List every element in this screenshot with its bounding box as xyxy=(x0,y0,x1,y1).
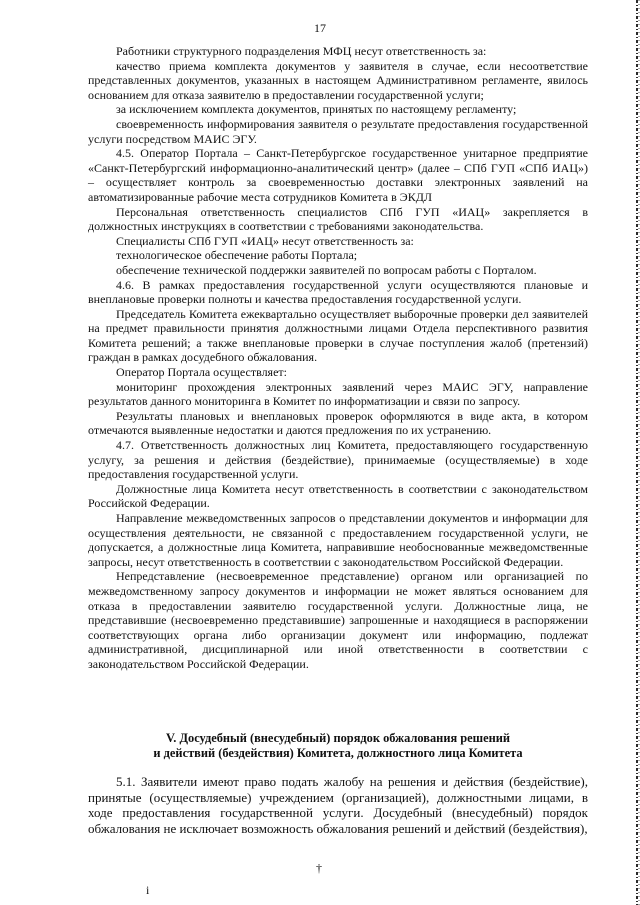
paragraph: Председатель Комитета ежеквартально осуществляет выборочные проверки дел заявителей на предмет правильности принятия должностными лицами Отдела перспективного развития Комитета решений; а также внеплановые проверки в случае поступления жалоб (претензий) граждан в рамках досудебного обжалования. xyxy=(88,306,588,365)
paragraph: Должностные лица Комитета несут ответственность в соответствии с законодательством Российской Федерации. xyxy=(88,481,588,511)
paragraph: обеспечение технической поддержки заявителей по вопросам работы с Порталом. xyxy=(116,262,537,277)
scan-edge-border xyxy=(630,0,640,905)
section-heading-line: и действий (бездействия) Комитета, должностного лица Комитета xyxy=(153,746,523,760)
corner-mark: i xyxy=(146,883,150,897)
paragraph: Направление межведомственных запросов о представлении документов и информации для осуществления деятельности, не связанной с предоставлением государственной услуги, не допускается, а должностные лица Комитета, направившие необоснованные межведомственные запросы, несут ответственность в соответствии с законодательством Российской Федерации. xyxy=(88,511,588,569)
paragraph: Работники структурного подразделения МФЦ несут ответственность за: xyxy=(116,44,487,58)
section-text xyxy=(88,774,588,836)
paragraph: за исключением комплекта документов, принятых по настоящему регламенту; xyxy=(116,102,517,117)
paragraph: качество приема комплекта документов у заявителя в случае, если несоответствие представленных документов, указанных в настоящем Административном регламенте, явилось основанием для отказа заявителю в предоставлении государственной услуги; xyxy=(88,58,588,102)
paragraph: мониторинг прохождения электронных заявлений через МАИС ЭГУ, направление результатов данного мониторинга в Комитет по информатизации и связи по запросу. xyxy=(88,379,588,409)
paragraph: Оператор Портала осуществляет: xyxy=(116,365,287,380)
paragraph: 4.7. Ответственность должностных лиц Комитета, предоставляющего государственную услугу, за решения и действия (бездействие), принимаемые (осуществляемые) в ходе предоставления государственной услуги. xyxy=(88,438,588,482)
section-heading-line: V. Досудебный (внесудебный) порядок обжалования решений xyxy=(165,731,511,745)
paragraph: Результаты плановых и внеплановых проверок оформляются в виде акта, в котором отмечаются выявленные недостатки и даются предложения по их устранению. xyxy=(88,408,588,438)
paragraph: 4.6. В рамках предоставления государственной услуги осуществляются плановые и внеплановые проверки полноты и качества предоставления государственной услуги. xyxy=(88,277,588,307)
section-heading xyxy=(88,731,588,761)
paragraph: своевременность информирования заявителя о результате предоставления государственной услуги посредством МАИС ЭГУ. xyxy=(88,116,588,146)
page-number: 17 xyxy=(314,21,326,35)
paragraph: Персональная ответственность специалистов СПб ГУП «ИАЦ» закрепляется в должностных инструкциях в соответствии с требованиями законодательства. xyxy=(88,204,588,234)
paragraph: Непредставление (несвоевременное представление) органом или организацией по межведомственному запросу документов и информации не может являться основанием для отказа в предоставлении заявителю государственной услуги. Должностные лица, не представившие (несвоевременно представившие) запрошенные и находящиеся в распоряжении соответствующих органа либо организации документ или информацию, подлежат административной, дисциплинарной или иной ответственности в соответствии с законодательством Российской Федерации. xyxy=(88,569,588,671)
paragraph: 4.5. Оператор Портала – Санкт-Петербургское государственное унитарное предприятие «Санкт-Петербургский информационно-аналитический центр» (далее – СПб ГУП «СПб ИАЦ») – осуществляет контроль за своевременностью доставки электронных заявлений на автоматизированные рабочие места сотрудников Комитета в ЭКДЛ xyxy=(88,146,588,204)
paragraph: Специалисты СПб ГУП «ИАЦ» несут ответственность за: xyxy=(116,233,414,248)
footer-mark: † xyxy=(316,861,322,875)
paragraph: 5.1. Заявители имеют право подать жалобу на решения и действия (бездействие), принятые (осуществляемые) учреждением (организацией), должностными лицами, в ходе предоставления государственной услуги. Досудебный (внесудебный) порядок обжалования не исключает возможность обжалования решений и действий (бездействия), xyxy=(88,774,588,836)
paragraph: технологическое обеспечение работы Портала; xyxy=(116,248,358,263)
body-text xyxy=(88,44,588,672)
